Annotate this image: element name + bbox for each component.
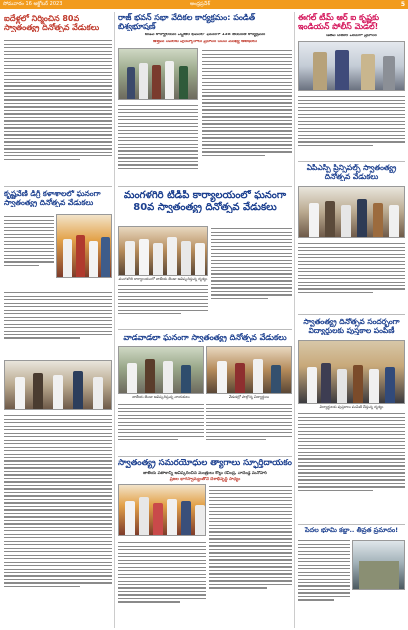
article-body-a5 <box>298 241 405 311</box>
top-strip <box>0 0 408 9</box>
divider <box>298 161 405 162</box>
article-body-a7-right <box>206 402 292 454</box>
caption-c2: జాతీయ జెండా ఆవిష్కరిస్తున్న నాయకులు <box>132 395 190 399</box>
subheadline-a9-1: జాతీయ పతాకాన్ని ఆవిష్కరించిన మంత్రులు కొల్లు రవీంద్ర, నాదెండ్ల మనోహర్ <box>143 471 267 475</box>
divider <box>118 456 292 457</box>
date-line: సోమవారం 16 అక్టోబర్ 2023 <box>3 1 63 7</box>
article-body-a10 <box>298 538 350 626</box>
article-body-left-bottom <box>4 413 112 626</box>
divider <box>118 186 292 187</box>
headline-a1: ఐదేళ్లలో నిర్మించిన 80వ స్వాతంత్య్ర దినోత్సవ వేడుకలు <box>4 14 100 33</box>
article-body-a2-left <box>118 103 198 183</box>
article-body-a1 <box>4 38 112 184</box>
article-body-a9-left <box>118 540 206 626</box>
article-body-a4-left <box>118 283 208 325</box>
divider <box>4 186 112 187</box>
headline-a2: రాజ్ భవన్ సభా వేదికల కార్యక్రమం: పండిత్ బిశ్వభూషణ్ <box>118 13 256 32</box>
caption-c4: విద్యార్థులకు పుస్తకాలు పంపిణీ చేస్తున్న దృశ్యం <box>319 405 384 409</box>
photo-a2 <box>118 48 198 100</box>
headline-a8: స్వాతంత్య్ర దినోత్సవ సందర్భంగా విద్యార్థులకు పుస్తకాల పంపిణీ <box>303 318 400 335</box>
headline-a7: వాడవాడలా ఘనంగా స్వాతంత్య్ర దినోత్సవ వేడుకలు <box>123 333 287 342</box>
divider <box>118 329 292 330</box>
article-body-a4-right <box>211 226 292 326</box>
photo-a5 <box>298 186 405 238</box>
headline-a6: కృష్ణవేణి డిగ్రీ కళాశాలలో ఘనంగా స్వాతంత్య్ర దినోత్సవ వేడుకలు <box>4 190 101 207</box>
subheadline-a3: డీజీపీ చేతుల మీదుగా ప్రదానం <box>326 34 377 38</box>
article-body-a6 <box>4 290 112 358</box>
headline-a4: మంగళగిరి టీడీపీ కార్యాలయంలో ఘనంగా 80వ స్వాతంత్య్ర దినోత్సవ వేడుకలు <box>123 190 287 213</box>
subheadline-a2-1: టీడీపీ కార్యాలయం ఎన్టీఆర్ భవన్‌లో ఘనంగా 138 జయంతి కార్యక్రమం <box>144 33 266 37</box>
article-body-a3 <box>298 94 405 160</box>
subheadline-a2-2: ఉత్తమ సేవలకు పురస్కారాలు ప్రదానం చేసిన ముఖ్య అతిథులు <box>153 40 257 44</box>
article-body-a2-right <box>202 48 292 183</box>
headline-a3: ఈగల్ టీమ్ ఆర్ ఐ కృష్ణకు ఇండియన్ పోలీస్ మెడల్! <box>298 13 380 32</box>
photo-a6 <box>56 214 112 278</box>
article-body-a7-left <box>118 402 204 454</box>
section-name: ఆంధ్రప్రదేశ్ <box>190 1 210 7</box>
caption-c3: వేడుకల్లో పాల్గొన్న విద్యార్థులు <box>228 395 270 399</box>
headline-a5: ఏపీఎస్పీ ప్రిన్సిపల్స్ స్వాతంత్య్ర దినోత్సవ వేడుకలు <box>306 164 397 181</box>
column-rule <box>114 12 115 628</box>
photo-a9 <box>118 484 206 536</box>
subheadline-a9-2: ప్రజల భాగస్వామ్యంతోనే దేశాభివృద్ధి సాధ్యం <box>169 477 241 481</box>
photo-a10 <box>352 540 405 590</box>
photo-a7-2 <box>206 346 292 394</box>
photo-a4 <box>118 226 208 276</box>
divider <box>298 314 405 315</box>
page-number: 5 <box>400 1 405 8</box>
headline-a9: స్వాతంత్య్ర సమరయోధుల త్యాగాలు స్ఫూర్తిదాయకం <box>118 459 292 468</box>
column-rule <box>294 12 295 628</box>
article-body-a6-left <box>4 214 54 288</box>
headline-a10: పేదల భూమి కబ్జా.. తీవ్రత ప్రమాదం! <box>304 527 399 534</box>
photo-a3 <box>298 41 405 91</box>
article-body-a9-right <box>209 484 292 626</box>
divider <box>298 524 405 525</box>
photo-a7-1 <box>118 346 204 394</box>
caption-c1: మంగళగిరి కార్యాలయంలో జాతీయ జెండా ఆవిష్కరిస్తున్న దృశ్యం <box>118 277 208 281</box>
photo-a6-2 <box>4 360 112 410</box>
photo-a8 <box>298 340 405 404</box>
article-body-a8 <box>298 411 405 521</box>
